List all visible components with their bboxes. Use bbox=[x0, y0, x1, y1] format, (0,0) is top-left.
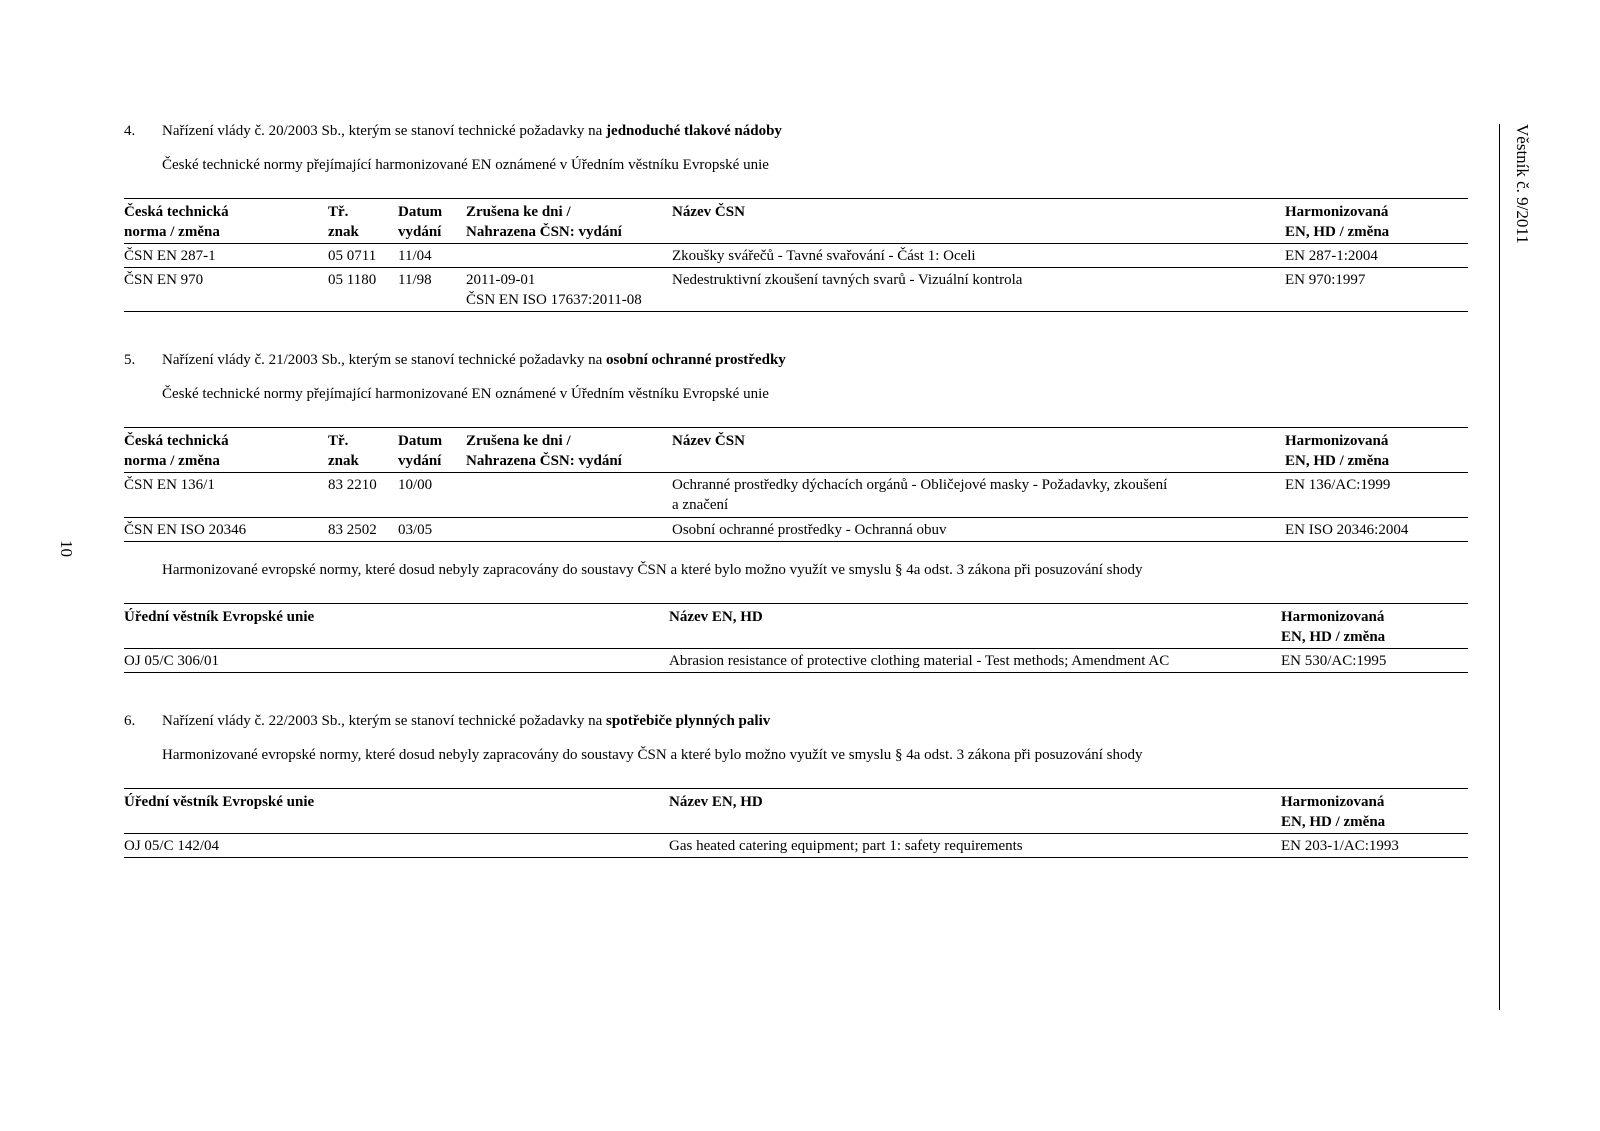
section-5-intro: České technické normy přejímající harmonizované EN oznámené v Úředním věstníku Evropské unie bbox=[162, 386, 769, 402]
cell-nazev: Zkoušky svářečů - Tavné svařování - Část 1: Oceli bbox=[672, 248, 976, 264]
section-number: 5. bbox=[124, 352, 136, 368]
section-number: 6. bbox=[124, 713, 136, 729]
section-number: 4. bbox=[124, 123, 136, 139]
header-nazev-en: Název EN, HD bbox=[669, 609, 763, 625]
header-znak: Tř. znak bbox=[328, 433, 359, 469]
section-title-bold: osobní ochranné prostředky bbox=[606, 352, 786, 368]
table-rule bbox=[124, 857, 1468, 858]
cell-norma: ČSN EN 970 bbox=[124, 272, 204, 288]
cell-oj: OJ 05/C 306/01 bbox=[124, 653, 220, 669]
table-rule bbox=[124, 788, 1468, 789]
table-rule bbox=[124, 541, 1468, 542]
cell-nazev: Ochranné prostředky dýchacích orgánů - Obličejové masky - Požadavky, zkoušení a značení bbox=[672, 477, 1168, 513]
table-rule bbox=[124, 517, 1468, 518]
section-4-heading bbox=[124, 121, 782, 141]
table-rule bbox=[124, 311, 1468, 312]
header-datum: Datum vydání bbox=[398, 433, 443, 469]
cell-znak: 83 2210 bbox=[328, 477, 377, 493]
cell-nazev: Nedestruktivní zkoušení tavných svarů - Vizuální kontrola bbox=[672, 272, 1023, 288]
header-zrusena: Zrušena ke dni / Nahrazena ČSN: vydání bbox=[466, 204, 622, 240]
section-5-heading bbox=[124, 350, 786, 370]
section-4-intro: České technické normy přejímající harmonizované EN oznámené v Úředním věstníku Evropské unie bbox=[162, 157, 769, 173]
cell-norma: ČSN EN 287-1 bbox=[124, 248, 216, 264]
table-rule bbox=[124, 427, 1468, 428]
cell-harmonizovana: EN 530/AC:1995 bbox=[1281, 653, 1387, 669]
cell-nazev: Osobní ochranné prostředky - Ochranná obuv bbox=[672, 522, 947, 538]
table-rule bbox=[124, 672, 1468, 673]
cell-harmonizovana: EN ISO 20346:2004 bbox=[1285, 522, 1409, 538]
table-rule bbox=[124, 267, 1468, 268]
header-norma: Česká technická norma / změna bbox=[124, 433, 229, 469]
header-datum: Datum vydání bbox=[398, 204, 443, 240]
table-rule bbox=[124, 243, 1468, 244]
header-norma: Česká technická norma / změna bbox=[124, 204, 229, 240]
cell-norma: ČSN EN ISO 20346 bbox=[124, 522, 247, 538]
header-zrusena: Zrušena ke dni / Nahrazena ČSN: vydání bbox=[466, 433, 622, 469]
cell-znak: 83 2502 bbox=[328, 522, 377, 538]
cell-nazev: Gas heated catering equipment; part 1: safety requirements bbox=[669, 838, 1023, 854]
cell-nazev: Abrasion resistance of protective clothing material - Test methods; Amendment AC bbox=[669, 653, 1170, 669]
section-6-intro: Harmonizované evropské normy, které dosud nebyly zapracovány do soustavy ČSN a které bylo možno využít ve smyslu § 4a odst. 3 zákona při posuzování shody bbox=[162, 747, 1143, 763]
cell-znak: 05 1180 bbox=[328, 272, 377, 288]
header-nazev-en: Název EN, HD bbox=[669, 794, 763, 810]
section-title: Nařízení vlády č. 21/2003 Sb., kterým se stanoví technické požadavky na bbox=[162, 352, 607, 368]
section-title: Nařízení vlády č. 22/2003 Sb., kterým se stanoví technické požadavky na bbox=[162, 713, 607, 729]
header-oj: Úřední věstník Evropské unie bbox=[124, 609, 315, 625]
section-title: Nařízení vlády č. 20/2003 Sb., kterým se stanoví technické požadavky na bbox=[162, 123, 607, 139]
cell-harmonizovana: EN 970:1997 bbox=[1285, 272, 1366, 288]
page-number: 10 bbox=[57, 540, 76, 557]
table-rule bbox=[124, 833, 1468, 834]
side-rule bbox=[1499, 124, 1500, 1010]
header-harmonizovana: Harmonizovaná EN, HD / změna bbox=[1285, 433, 1390, 469]
table-rule bbox=[124, 648, 1468, 649]
table-rule bbox=[124, 198, 1468, 199]
header-nazev: Název ČSN bbox=[672, 204, 745, 220]
header-harmonizovana: Harmonizovaná EN, HD / změna bbox=[1281, 609, 1386, 645]
header-harmonizovana: Harmonizovaná EN, HD / změna bbox=[1281, 794, 1386, 830]
cell-harmonizovana: EN 287-1:2004 bbox=[1285, 248, 1378, 264]
cell-harmonizovana: EN 136/AC:1999 bbox=[1285, 477, 1391, 493]
cell-datum: 11/98 bbox=[398, 272, 432, 288]
cell-datum: 11/04 bbox=[398, 248, 432, 264]
cell-znak: 05 0711 bbox=[328, 248, 377, 264]
section-6-heading bbox=[124, 711, 770, 731]
section-title-bold: spotřebiče plynných paliv bbox=[606, 713, 771, 729]
header-nazev: Název ČSN bbox=[672, 433, 745, 449]
section-5-intro-2: Harmonizované evropské normy, které dosud nebyly zapracovány do soustavy ČSN a které bylo možno využít ve smyslu § 4a odst. 3 zákona při posuzování shody bbox=[162, 562, 1143, 578]
header-oj: Úřední věstník Evropské unie bbox=[124, 794, 315, 810]
cell-datum: 10/00 bbox=[398, 477, 433, 493]
header-znak: Tř. znak bbox=[328, 204, 359, 240]
section-title-bold: jednoduché tlakové nádoby bbox=[606, 123, 782, 139]
table-rule bbox=[124, 603, 1468, 604]
table-rule bbox=[124, 472, 1468, 473]
cell-datum: 03/05 bbox=[398, 522, 433, 538]
header-harmonizovana: Harmonizovaná EN, HD / změna bbox=[1285, 204, 1390, 240]
cell-oj: OJ 05/C 142/04 bbox=[124, 838, 220, 854]
cell-norma: ČSN EN 136/1 bbox=[124, 477, 215, 493]
cell-zrusena: 2011-09-01 ČSN EN ISO 17637:2011-08 bbox=[466, 272, 642, 308]
cell-harmonizovana: EN 203-1/AC:1993 bbox=[1281, 838, 1399, 854]
side-title: Věstník č. 9/2011 bbox=[1513, 124, 1532, 244]
